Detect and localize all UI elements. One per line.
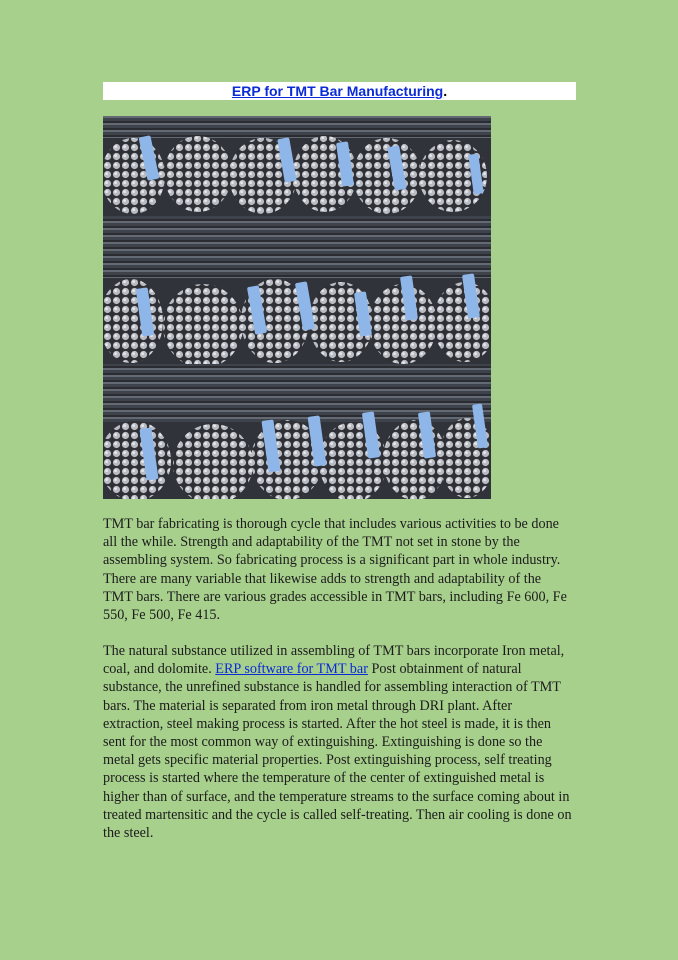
paragraph-process xyxy=(103,642,573,842)
erp-software-link[interactable]: ERP software for TMT bar xyxy=(215,661,368,678)
paragraph-process-lead: The natural substance utilized in assembling of TMT bars incorporate Iron metal, coal, and dolomite. xyxy=(103,643,565,678)
tmt-bars-illustration xyxy=(103,116,491,499)
tmt-bars-photo xyxy=(103,116,491,499)
title-link[interactable]: ERP for TMT Bar Manufacturing xyxy=(231,83,444,99)
paragraph-process-rest: Post obtainment of natural substance, the unrefined substance is handled for assembling interaction of TMT bars. The material is separated from iron metal through DRI plant. After extraction, steel making process is started. After the hot steel is made, it is then sent for the most common way of extinguishing. Extinguishing is done so the metal gets specific material properties. Post extinguishing process, self treating process is started where the temperature of the center of extinguished metal is higher than of surface, and the temperature streams to the surface coming about in treated martensitic and the cycle is called self-treating. Then air cooling is done on the steel. xyxy=(103,661,572,842)
title-bar xyxy=(103,82,576,100)
title-period: . xyxy=(443,83,448,99)
paragraph-intro: TMT bar fabricating is thorough cycle that includes various activities to be done all the while. Strength and adaptability of the TMT not set in stone by the assembling system. So fabricating process is a significant part in whole industry. There are many variable that likewise adds to strength and adaptability of the TMT bars. There are various grades accessible in TMT bars, including Fe 600, Fe 550, Fe 500, Fe 415. xyxy=(103,516,567,624)
